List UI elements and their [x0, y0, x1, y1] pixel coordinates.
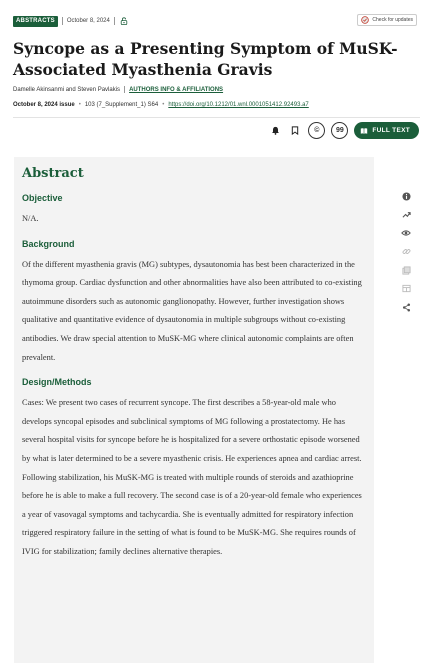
authors-names[interactable]: Damelle Akinsanmi and Steven Pavlakis — [13, 86, 121, 93]
article-toolbar — [268, 122, 419, 139]
copy-icon — [402, 266, 411, 275]
authors-info-link[interactable]: AUTHORS INFO & AFFILIATIONS — [129, 86, 224, 93]
link-icon — [402, 247, 411, 256]
issue-date[interactable]: October 8, 2024 issue — [13, 102, 75, 108]
permissions-button[interactable] — [308, 122, 325, 139]
lock-open-icon — [120, 17, 128, 25]
section-body-background: Of the different myasthenia gravis (MG) subtypes, dysautonomia has best been characterized in the thymoma group. Cardiac dysfunction and other abnormalities have also been attributed to co-existing autoimmune disorders such as autonomic ganglionopathy. However, further investigation shows qualitative and quantitative evidence of dysautonomia in multiple subgroups without co-existing antibodies. We draw special attention to MuSK-MG where clinical autonomic complaints are often prevalent. — [22, 259, 362, 362]
full-text-label: FULL TEXT — [372, 127, 410, 134]
page-title: Syncope as a Presenting Symptom of MuSK-Associated Myasthenia Gravis — [13, 39, 398, 79]
bell-icon — [271, 126, 280, 135]
tables-button[interactable] — [400, 283, 412, 295]
abstract-panel — [14, 157, 374, 663]
figures-button[interactable] — [400, 264, 412, 276]
bookmark-icon — [291, 126, 299, 135]
alert-button[interactable] — [268, 124, 282, 138]
section-heading-objective: Objective — [22, 193, 63, 203]
info-icon — [402, 192, 411, 201]
quote-icon: 99 — [335, 127, 344, 134]
section-heading-design-methods: Design/Methods — [22, 377, 92, 388]
full-text-button[interactable] — [354, 122, 419, 139]
metrics-button[interactable] — [400, 209, 412, 221]
eye-icon — [401, 229, 411, 237]
book-icon — [360, 127, 368, 135]
divider — [114, 17, 115, 25]
section-body-design-methods: Cases: We present two cases of recurrent syncope. The first describes a 58-year-old male who develops syncopal episodes and subclinical symptoms of MG following a prostatectomy. He has several hospital visits for syncope before he is hospitalized for a severe orthostatic episode worsened by what is later determined to be a severe myasthenic crisis. He experiences apnea and cardiac arrest. Following stabilization, his MuSK-MG is treated with multiple rounds of steroids and azathioprine before he is able to make a full recovery. The second case is of a 20-year-old female who experiences a year of vasovagal symptoms and tachycardia. She is eventually admitted for respiratory infection triggered respiratory failure in the setting of what is found to be MuSK-MG. She requires rounds of IVIG for stabilization; family declines alternative therapies. — [22, 398, 362, 556]
divider — [124, 86, 125, 93]
link-button[interactable] — [400, 246, 412, 258]
view-button[interactable] — [400, 227, 412, 239]
issue-reference: 103 (7_Supplement_1) S64 — [84, 102, 159, 108]
bookmark-button[interactable] — [288, 124, 302, 138]
article-meta-row — [13, 15, 128, 27]
updates-label: Check for updates — [372, 17, 413, 23]
separator-dot: • — [78, 102, 81, 108]
divider — [62, 17, 63, 25]
separator-dot: • — [162, 102, 165, 108]
publish-date: October 8, 2024 — [66, 18, 110, 24]
section-heading-background: Background — [22, 238, 75, 249]
share-button[interactable] — [400, 301, 412, 313]
issue-row — [13, 102, 309, 108]
side-rail — [400, 190, 412, 313]
abstracts-badge: ABSTRACTS — [13, 16, 58, 27]
doi-link[interactable]: https://doi.org/10.1212/01.wnl.0001051412.92493.a7 — [168, 102, 309, 108]
copyright-icon: © — [314, 127, 320, 134]
cite-button[interactable] — [331, 122, 348, 139]
authors-row — [13, 86, 223, 93]
abstract-heading: Abstract — [22, 166, 84, 181]
table-icon — [402, 284, 411, 293]
share-icon — [402, 303, 411, 312]
updates-icon — [361, 16, 369, 24]
trending-icon — [402, 210, 411, 219]
check-for-updates-button[interactable] — [357, 14, 417, 26]
info-button[interactable] — [400, 190, 412, 202]
header-divider — [13, 117, 420, 118]
section-body-objective: N/A. — [22, 214, 39, 223]
